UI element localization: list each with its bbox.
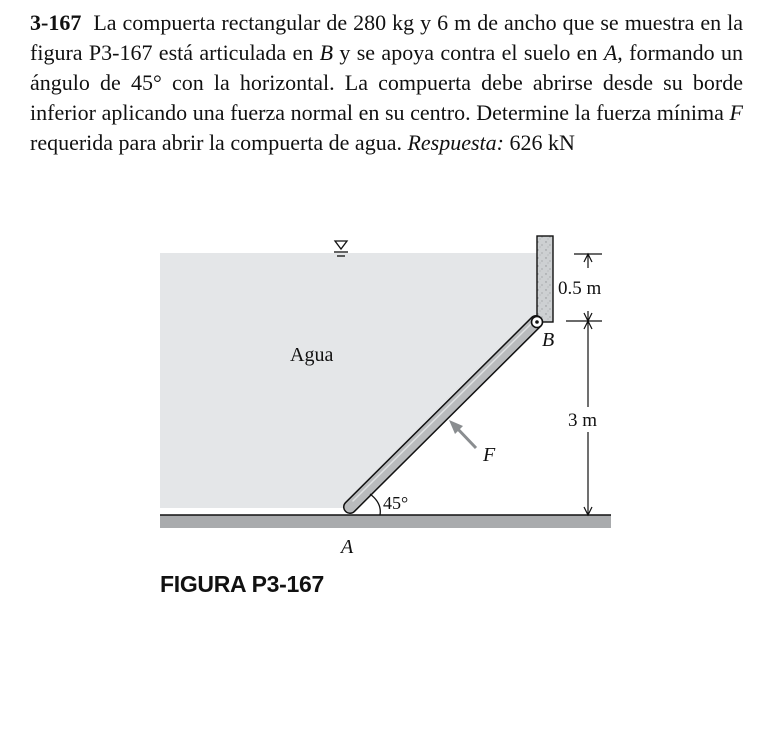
- problem-text-4: requerida para abrir la compuerta de agua.: [30, 130, 408, 155]
- dimension-top-label: 0.5 m: [558, 278, 602, 299]
- upper-wall: [537, 236, 553, 322]
- dimension-height-label: 3 m: [568, 410, 598, 431]
- figure-caption: FIGURA P3-167: [160, 571, 324, 597]
- answer-label: Respuesta:: [407, 130, 504, 155]
- problem-text-2: y se apoya contra el suelo en: [333, 40, 604, 65]
- hinge-pin: [535, 320, 539, 324]
- answer-value: 626 kN: [504, 130, 575, 155]
- ground: [160, 515, 611, 528]
- support-label: A: [341, 536, 354, 558]
- angle-label: 45°: [383, 493, 409, 513]
- problem-text-1: La compuerta rectangular de 280 kg y 6 m de ancho que se muestra en la figura P3-167 está articulada en: [30, 10, 743, 65]
- problem-text-3: , formando un ángulo de 45° con la horizontal. La compuerta debe abrirse desde su borde inferior aplicando una fuerza normal en su centro. Determine la fuerza mínima: [30, 40, 744, 125]
- water-label: Agua: [290, 344, 334, 366]
- symbol-B: B: [319, 40, 334, 65]
- symbol-A: A: [603, 40, 618, 65]
- hinge-label: B: [542, 329, 555, 351]
- problem-number: 3-167: [30, 10, 82, 35]
- angle-arc: [370, 494, 380, 515]
- force-label: F: [483, 444, 496, 466]
- symbol-F: F: [729, 100, 743, 125]
